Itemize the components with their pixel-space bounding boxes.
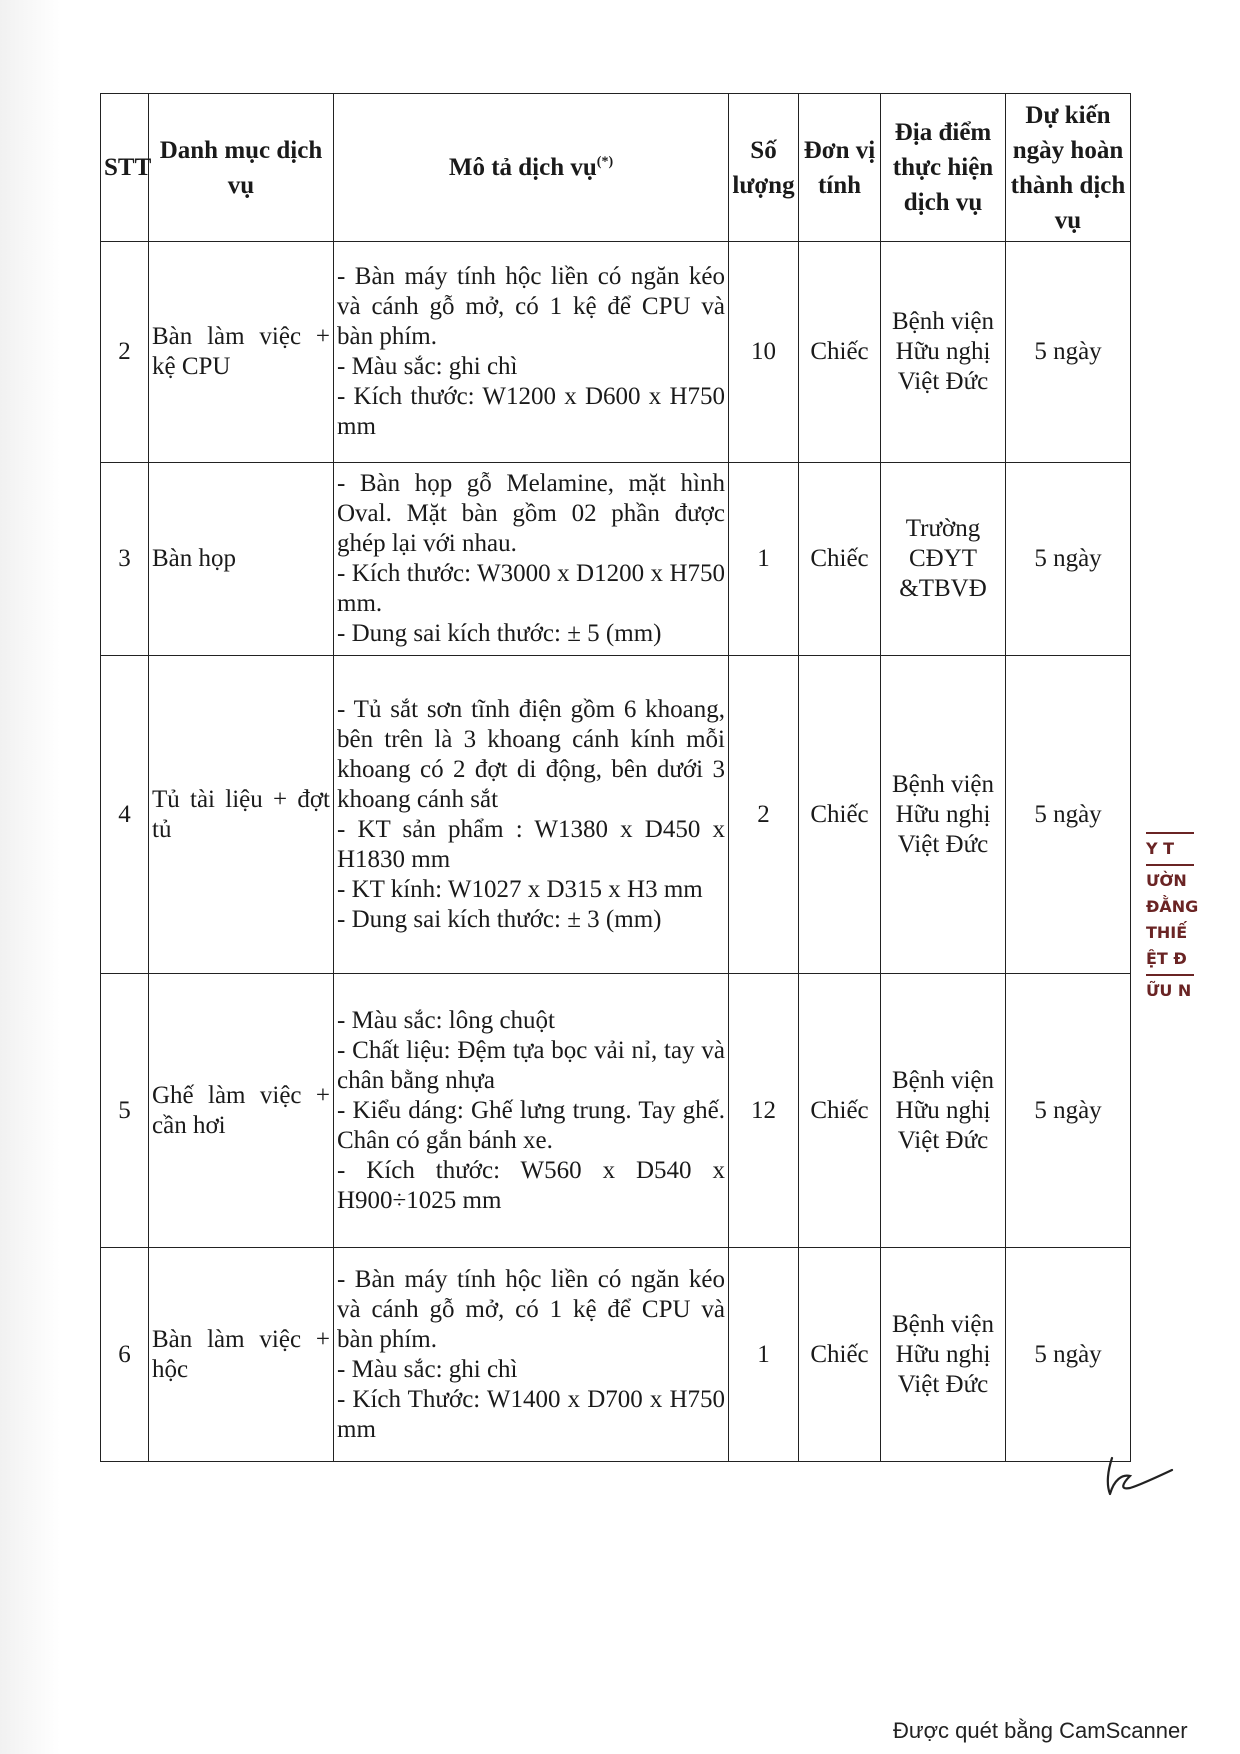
row-category: Tủ tài liệu + đợt tủ (149, 656, 334, 974)
table-row (101, 656, 1131, 974)
row-unit: Chiếc (799, 656, 881, 974)
row-location: Bệnh viện Hữu nghị Việt Đức (881, 1248, 1006, 1462)
description-line: - Màu sắc: lông chuột (337, 1006, 556, 1034)
row-category: Bàn làm việc + kệ CPU (149, 242, 334, 463)
description-line: - Chất liệu: Đệm tựa bọc vải nỉ, tay và chân bằng nhựa (337, 1036, 725, 1094)
row-quantity: 1 (729, 1248, 799, 1462)
table-row (101, 974, 1131, 1248)
row-expected-date: 5 ngày (1006, 242, 1131, 463)
table-row (101, 463, 1131, 656)
row-expected-date: 5 ngày (1006, 1248, 1131, 1462)
row-stt: 5 (101, 974, 149, 1248)
row-stt: 6 (101, 1248, 149, 1462)
row-unit: Chiếc (799, 242, 881, 463)
description-line: - Bàn máy tính hộc liền có ngăn kéo và cánh gỗ mở, có 1 kệ để CPU và bàn phím. (337, 263, 725, 350)
description-line: - Tủ sắt sơn tĩnh điện gồm 6 khoang, bên trên là 3 khoang cánh kính mỗi khoang có 2 đợt di động, bên dưới 3 khoang cánh sắt (337, 695, 725, 813)
description-line: - Bàn máy tính hộc liền có ngăn kéo và cánh gỗ mở, có 1 kệ để CPU và bàn phím. (337, 1265, 725, 1353)
description-line: - Màu sắc: ghi chì (337, 353, 518, 380)
description-line: - Kích thước: W1200 x D600 x H750 mm (337, 383, 725, 440)
row-description (334, 463, 729, 656)
header-stt: STT (101, 94, 149, 242)
description-line: - Bàn họp gỗ Melamine, mặt hình Oval. Mặt bàn gồm 02 phần được ghép lại với nhau. (337, 470, 725, 557)
stamp-line: ƯỜN (1146, 871, 1187, 890)
row-location: Bệnh viện Hữu nghị Việt Đức (881, 974, 1006, 1248)
row-expected-date: 5 ngày (1006, 656, 1131, 974)
row-quantity: 2 (729, 656, 799, 974)
row-category: Ghế làm việc + cần hơi (149, 974, 334, 1248)
header-quantity: Số lượng (729, 94, 799, 242)
row-location: Trường CĐYT &TBVĐ (881, 463, 1006, 656)
stamp-fragment (1146, 830, 1199, 1020)
header-location: Địa điểm thực hiện dịch vụ (881, 94, 1006, 242)
row-unit: Chiếc (799, 974, 881, 1248)
page-edge-shadow (0, 0, 60, 1754)
description-line: - Kích Thước: W1400 x D700 x H750 mm (337, 1385, 725, 1443)
table-row (101, 242, 1131, 463)
description-line: - Dung sai kích thước: ± 3 (mm) (337, 905, 662, 933)
description-line: - Dung sai kích thước: ± 5 (mm) (337, 620, 662, 647)
row-quantity: 1 (729, 463, 799, 656)
header-description-text: Mô tả dịch vụ (448, 154, 597, 181)
row-description (334, 656, 729, 974)
description-line: - Kiểu dáng: Ghế lưng trung. Tay ghế. Chân có gắn bánh xe. (337, 1096, 725, 1154)
stamp-line: ỮU N (1146, 981, 1192, 1000)
row-quantity: 12 (729, 974, 799, 1248)
row-category: Bàn làm việc + hộc (149, 1248, 334, 1462)
row-stt: 3 (101, 463, 149, 656)
header-description-sup: (*) (596, 154, 614, 170)
row-quantity: 10 (729, 242, 799, 463)
row-stt: 4 (101, 656, 149, 974)
header-unit: Đơn vị tính (799, 94, 881, 242)
row-expected-date: 5 ngày (1006, 974, 1131, 1248)
description-line: - Màu sắc: ghi chì (337, 1355, 518, 1383)
stamp-line: THIẾ (1146, 923, 1188, 942)
signature-icon (1100, 1450, 1180, 1500)
stamp-rule (1146, 974, 1194, 976)
header-expected-date: Dự kiến ngày hoàn thành dịch vụ (1006, 94, 1131, 242)
header-description (334, 94, 729, 242)
description-line: - KT kính: W1027 x D315 x H3 mm (337, 875, 703, 903)
row-description (334, 1248, 729, 1462)
stamp-rule (1146, 864, 1194, 866)
row-location: Bệnh viện Hữu nghị Việt Đức (881, 242, 1006, 463)
row-category: Bàn họp (149, 463, 334, 656)
stamp-line: ỆT Đ (1146, 949, 1187, 968)
table-header-row (101, 94, 1131, 242)
row-stt: 2 (101, 242, 149, 463)
table-row (101, 1248, 1131, 1462)
services-table (100, 93, 1131, 1462)
scanner-footer: Được quét bằng CamScanner (893, 1718, 1188, 1743)
row-unit: Chiếc (799, 463, 881, 656)
description-line: - Kích thước: W3000 x D1200 x H750 mm. (337, 560, 725, 617)
stamp-rule (1146, 832, 1194, 834)
description-line: - Kích thước: W560 x D540 x H900÷1025 mm (337, 1156, 725, 1214)
row-description (334, 974, 729, 1248)
row-description (334, 242, 729, 463)
header-category: Danh mục dịch vụ (149, 94, 334, 242)
row-unit: Chiếc (799, 1248, 881, 1462)
stamp-line: ĐẰNG (1146, 897, 1199, 916)
row-expected-date: 5 ngày (1006, 463, 1131, 656)
row-location: Bệnh viện Hữu nghị Việt Đức (881, 656, 1006, 974)
stamp-line: Y T (1146, 839, 1175, 858)
description-line: - KT sản phẩm : W1380 x D450 x H1830 mm (337, 815, 725, 873)
